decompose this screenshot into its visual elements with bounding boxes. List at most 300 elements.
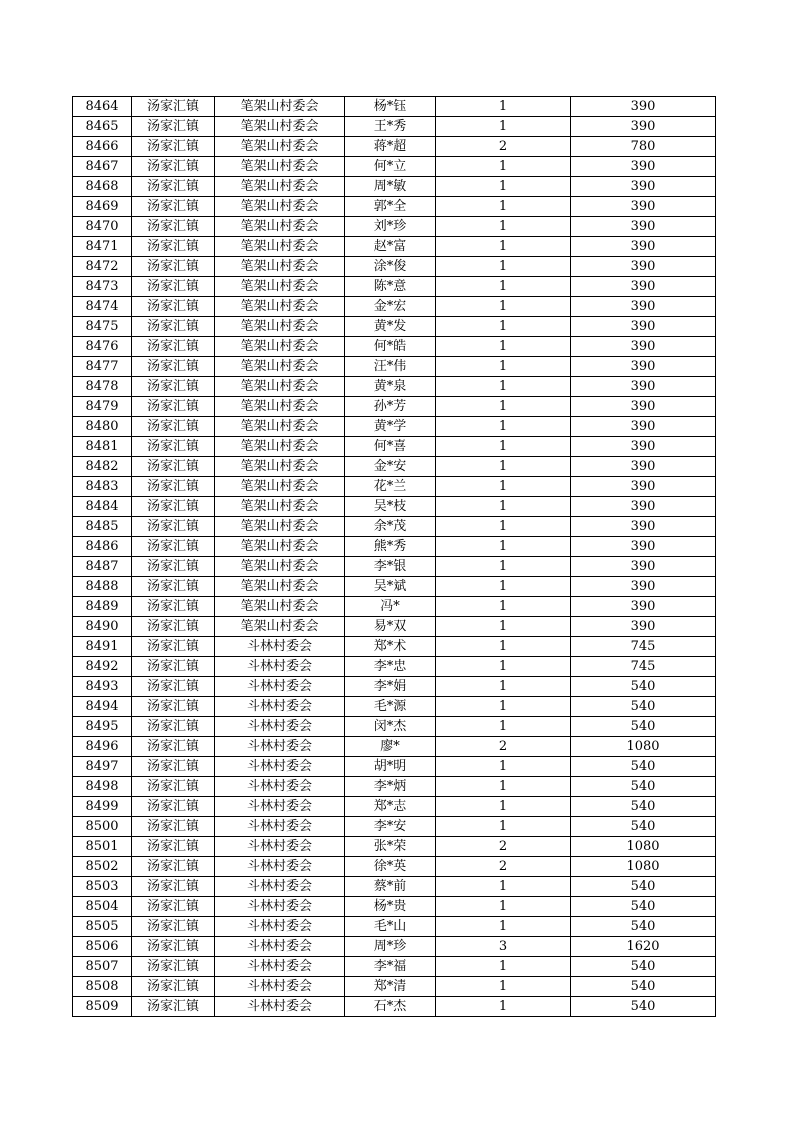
amount-cell: 1620 <box>571 937 716 957</box>
table-row <box>73 497 716 517</box>
town-cell: 汤家汇镇 <box>132 717 215 737</box>
table-row <box>73 757 716 777</box>
table-row <box>73 457 716 477</box>
town-cell: 汤家汇镇 <box>132 677 215 697</box>
count-cell: 2 <box>436 137 571 157</box>
name-cell: 石*杰 <box>345 997 436 1017</box>
name-cell: 杨*贵 <box>345 897 436 917</box>
table-row <box>73 537 716 557</box>
serial-number-cell: 8471 <box>73 237 132 257</box>
amount-cell: 390 <box>571 177 716 197</box>
table-row <box>73 897 716 917</box>
serial-number-cell: 8487 <box>73 557 132 577</box>
amount-cell: 540 <box>571 817 716 837</box>
table-row <box>73 677 716 697</box>
table-row <box>73 617 716 637</box>
town-cell: 汤家汇镇 <box>132 837 215 857</box>
serial-number-cell: 8503 <box>73 877 132 897</box>
count-cell: 1 <box>436 617 571 637</box>
village-committee-cell: 笔架山村委会 <box>215 317 345 337</box>
count-cell: 1 <box>436 777 571 797</box>
name-cell: 黄*发 <box>345 317 436 337</box>
name-cell: 黄*学 <box>345 417 436 437</box>
village-committee-cell: 笔架山村委会 <box>215 217 345 237</box>
village-committee-cell: 斗林村委会 <box>215 777 345 797</box>
table-row <box>73 937 716 957</box>
village-committee-cell: 笔架山村委会 <box>215 477 345 497</box>
town-cell: 汤家汇镇 <box>132 277 215 297</box>
table-row <box>73 237 716 257</box>
serial-number-cell: 8483 <box>73 477 132 497</box>
town-cell: 汤家汇镇 <box>132 917 215 937</box>
amount-cell: 540 <box>571 977 716 997</box>
village-committee-cell: 笔架山村委会 <box>215 277 345 297</box>
count-cell: 2 <box>436 737 571 757</box>
village-committee-cell: 斗林村委会 <box>215 757 345 777</box>
town-cell: 汤家汇镇 <box>132 397 215 417</box>
amount-cell: 540 <box>571 897 716 917</box>
table-row <box>73 417 716 437</box>
town-cell: 汤家汇镇 <box>132 697 215 717</box>
count-cell: 1 <box>436 517 571 537</box>
count-cell: 1 <box>436 257 571 277</box>
town-cell: 汤家汇镇 <box>132 197 215 217</box>
serial-number-cell: 8509 <box>73 997 132 1017</box>
count-cell: 1 <box>436 717 571 737</box>
table-row <box>73 737 716 757</box>
amount-cell: 390 <box>571 617 716 637</box>
name-cell: 花*兰 <box>345 477 436 497</box>
town-cell: 汤家汇镇 <box>132 757 215 777</box>
table-row <box>73 517 716 537</box>
name-cell: 徐*英 <box>345 857 436 877</box>
name-cell: 蒋*超 <box>345 137 436 157</box>
amount-cell: 540 <box>571 997 716 1017</box>
town-cell: 汤家汇镇 <box>132 577 215 597</box>
town-cell: 汤家汇镇 <box>132 257 215 277</box>
amount-cell: 390 <box>571 517 716 537</box>
table-row <box>73 297 716 317</box>
amount-cell: 390 <box>571 557 716 577</box>
serial-number-cell: 8467 <box>73 157 132 177</box>
name-cell: 刘*珍 <box>345 217 436 237</box>
amount-cell: 1080 <box>571 857 716 877</box>
table-row <box>73 137 716 157</box>
data-table <box>72 96 716 1017</box>
count-cell: 1 <box>436 357 571 377</box>
name-cell: 毛*山 <box>345 917 436 937</box>
count-cell: 1 <box>436 577 571 597</box>
name-cell: 廖* <box>345 737 436 757</box>
name-cell: 赵*富 <box>345 237 436 257</box>
name-cell: 王*秀 <box>345 117 436 137</box>
amount-cell: 390 <box>571 297 716 317</box>
name-cell: 李*福 <box>345 957 436 977</box>
village-committee-cell: 斗林村委会 <box>215 977 345 997</box>
name-cell: 冯* <box>345 597 436 617</box>
count-cell: 1 <box>436 897 571 917</box>
name-cell: 郑*清 <box>345 977 436 997</box>
town-cell: 汤家汇镇 <box>132 617 215 637</box>
table-row <box>73 437 716 457</box>
serial-number-cell: 8474 <box>73 297 132 317</box>
count-cell: 1 <box>436 697 571 717</box>
table-row <box>73 317 716 337</box>
table-row <box>73 177 716 197</box>
name-cell: 周*珍 <box>345 937 436 957</box>
serial-number-cell: 8470 <box>73 217 132 237</box>
count-cell: 1 <box>436 377 571 397</box>
village-committee-cell: 斗林村委会 <box>215 897 345 917</box>
serial-number-cell: 8506 <box>73 937 132 957</box>
count-cell: 1 <box>436 117 571 137</box>
count-cell: 1 <box>436 177 571 197</box>
serial-number-cell: 8469 <box>73 197 132 217</box>
village-committee-cell: 笔架山村委会 <box>215 597 345 617</box>
table-row <box>73 957 716 977</box>
serial-number-cell: 8495 <box>73 717 132 737</box>
serial-number-cell: 8477 <box>73 357 132 377</box>
name-cell: 李*银 <box>345 557 436 577</box>
town-cell: 汤家汇镇 <box>132 997 215 1017</box>
name-cell: 黄*泉 <box>345 377 436 397</box>
town-cell: 汤家汇镇 <box>132 957 215 977</box>
amount-cell: 390 <box>571 577 716 597</box>
amount-cell: 390 <box>571 237 716 257</box>
count-cell: 1 <box>436 637 571 657</box>
town-cell: 汤家汇镇 <box>132 537 215 557</box>
village-committee-cell: 笔架山村委会 <box>215 497 345 517</box>
count-cell: 2 <box>436 837 571 857</box>
village-committee-cell: 笔架山村委会 <box>215 397 345 417</box>
name-cell: 郑*志 <box>345 797 436 817</box>
serial-number-cell: 8482 <box>73 457 132 477</box>
name-cell: 闵*杰 <box>345 717 436 737</box>
name-cell: 李*忠 <box>345 657 436 677</box>
table-row <box>73 717 716 737</box>
count-cell: 1 <box>436 457 571 477</box>
table-row <box>73 817 716 837</box>
village-committee-cell: 笔架山村委会 <box>215 357 345 377</box>
count-cell: 1 <box>436 337 571 357</box>
table-row <box>73 577 716 597</box>
serial-number-cell: 8497 <box>73 757 132 777</box>
amount-cell: 745 <box>571 657 716 677</box>
serial-number-cell: 8502 <box>73 857 132 877</box>
town-cell: 汤家汇镇 <box>132 157 215 177</box>
amount-cell: 390 <box>571 357 716 377</box>
name-cell: 李*娟 <box>345 677 436 697</box>
town-cell: 汤家汇镇 <box>132 877 215 897</box>
town-cell: 汤家汇镇 <box>132 357 215 377</box>
table-row <box>73 657 716 677</box>
town-cell: 汤家汇镇 <box>132 497 215 517</box>
town-cell: 汤家汇镇 <box>132 897 215 917</box>
table-row <box>73 477 716 497</box>
town-cell: 汤家汇镇 <box>132 737 215 757</box>
count-cell: 1 <box>436 757 571 777</box>
village-committee-cell: 笔架山村委会 <box>215 437 345 457</box>
amount-cell: 540 <box>571 777 716 797</box>
serial-number-cell: 8485 <box>73 517 132 537</box>
count-cell: 1 <box>436 157 571 177</box>
serial-number-cell: 8476 <box>73 337 132 357</box>
amount-cell: 540 <box>571 877 716 897</box>
village-committee-cell: 斗林村委会 <box>215 797 345 817</box>
town-cell: 汤家汇镇 <box>132 177 215 197</box>
village-committee-cell: 斗林村委会 <box>215 637 345 657</box>
town-cell: 汤家汇镇 <box>132 637 215 657</box>
amount-cell: 390 <box>571 337 716 357</box>
amount-cell: 390 <box>571 437 716 457</box>
amount-cell: 390 <box>571 597 716 617</box>
serial-number-cell: 8505 <box>73 917 132 937</box>
count-cell: 1 <box>436 277 571 297</box>
town-cell: 汤家汇镇 <box>132 937 215 957</box>
count-cell: 1 <box>436 997 571 1017</box>
village-committee-cell: 笔架山村委会 <box>215 117 345 137</box>
table-row <box>73 797 716 817</box>
amount-cell: 390 <box>571 117 716 137</box>
village-committee-cell: 笔架山村委会 <box>215 337 345 357</box>
town-cell: 汤家汇镇 <box>132 457 215 477</box>
table-row <box>73 337 716 357</box>
table-row <box>73 857 716 877</box>
serial-number-cell: 8486 <box>73 537 132 557</box>
village-committee-cell: 笔架山村委会 <box>215 197 345 217</box>
count-cell: 2 <box>436 857 571 877</box>
table-row <box>73 197 716 217</box>
amount-cell: 390 <box>571 197 716 217</box>
amount-cell: 540 <box>571 717 716 737</box>
name-cell: 何*皓 <box>345 337 436 357</box>
serial-number-cell: 8498 <box>73 777 132 797</box>
count-cell: 1 <box>436 797 571 817</box>
count-cell: 1 <box>436 917 571 937</box>
amount-cell: 540 <box>571 797 716 817</box>
serial-number-cell: 8475 <box>73 317 132 337</box>
village-committee-cell: 斗林村委会 <box>215 677 345 697</box>
serial-number-cell: 8501 <box>73 837 132 857</box>
amount-cell: 1080 <box>571 737 716 757</box>
name-cell: 何*立 <box>345 157 436 177</box>
town-cell: 汤家汇镇 <box>132 657 215 677</box>
table-row <box>73 97 716 117</box>
serial-number-cell: 8464 <box>73 97 132 117</box>
village-committee-cell: 斗林村委会 <box>215 697 345 717</box>
amount-cell: 1080 <box>571 837 716 857</box>
amount-cell: 540 <box>571 917 716 937</box>
name-cell: 吴*斌 <box>345 577 436 597</box>
amount-cell: 390 <box>571 317 716 337</box>
amount-cell: 540 <box>571 677 716 697</box>
name-cell: 金*安 <box>345 457 436 477</box>
serial-number-cell: 8494 <box>73 697 132 717</box>
count-cell: 1 <box>436 677 571 697</box>
count-cell: 1 <box>436 297 571 317</box>
name-cell: 蔡*前 <box>345 877 436 897</box>
name-cell: 杨*钰 <box>345 97 436 117</box>
serial-number-cell: 8507 <box>73 957 132 977</box>
serial-number-cell: 8500 <box>73 817 132 837</box>
town-cell: 汤家汇镇 <box>132 377 215 397</box>
table-row <box>73 997 716 1017</box>
village-committee-cell: 笔架山村委会 <box>215 517 345 537</box>
count-cell: 1 <box>436 877 571 897</box>
serial-number-cell: 8479 <box>73 397 132 417</box>
count-cell: 1 <box>436 657 571 677</box>
name-cell: 周*敏 <box>345 177 436 197</box>
village-committee-cell: 笔架山村委会 <box>215 97 345 117</box>
amount-cell: 540 <box>571 757 716 777</box>
table-row <box>73 697 716 717</box>
town-cell: 汤家汇镇 <box>132 857 215 877</box>
amount-cell: 540 <box>571 957 716 977</box>
village-committee-cell: 斗林村委会 <box>215 657 345 677</box>
amount-cell: 745 <box>571 637 716 657</box>
name-cell: 陈*意 <box>345 277 436 297</box>
table-row <box>73 837 716 857</box>
name-cell: 涂*俊 <box>345 257 436 277</box>
town-cell: 汤家汇镇 <box>132 597 215 617</box>
serial-number-cell: 8490 <box>73 617 132 637</box>
town-cell: 汤家汇镇 <box>132 977 215 997</box>
serial-number-cell: 8489 <box>73 597 132 617</box>
village-committee-cell: 斗林村委会 <box>215 717 345 737</box>
table-row <box>73 117 716 137</box>
table-row <box>73 777 716 797</box>
town-cell: 汤家汇镇 <box>132 437 215 457</box>
town-cell: 汤家汇镇 <box>132 777 215 797</box>
name-cell: 胡*明 <box>345 757 436 777</box>
count-cell: 1 <box>436 597 571 617</box>
count-cell: 1 <box>436 957 571 977</box>
serial-number-cell: 8480 <box>73 417 132 437</box>
village-committee-cell: 斗林村委会 <box>215 937 345 957</box>
serial-number-cell: 8504 <box>73 897 132 917</box>
count-cell: 1 <box>436 477 571 497</box>
amount-cell: 390 <box>571 377 716 397</box>
town-cell: 汤家汇镇 <box>132 297 215 317</box>
serial-number-cell: 8466 <box>73 137 132 157</box>
count-cell: 1 <box>436 977 571 997</box>
table-row <box>73 377 716 397</box>
table-row <box>73 277 716 297</box>
serial-number-cell: 8468 <box>73 177 132 197</box>
table-row <box>73 217 716 237</box>
serial-number-cell: 8491 <box>73 637 132 657</box>
village-committee-cell: 斗林村委会 <box>215 857 345 877</box>
village-committee-cell: 笔架山村委会 <box>215 577 345 597</box>
town-cell: 汤家汇镇 <box>132 137 215 157</box>
amount-cell: 390 <box>571 537 716 557</box>
town-cell: 汤家汇镇 <box>132 557 215 577</box>
town-cell: 汤家汇镇 <box>132 317 215 337</box>
serial-number-cell: 8496 <box>73 737 132 757</box>
serial-number-cell: 8488 <box>73 577 132 597</box>
name-cell: 李*炳 <box>345 777 436 797</box>
name-cell: 金*宏 <box>345 297 436 317</box>
count-cell: 1 <box>436 537 571 557</box>
serial-number-cell: 8465 <box>73 117 132 137</box>
count-cell: 3 <box>436 937 571 957</box>
table-row <box>73 877 716 897</box>
count-cell: 1 <box>436 557 571 577</box>
count-cell: 1 <box>436 817 571 837</box>
town-cell: 汤家汇镇 <box>132 797 215 817</box>
amount-cell: 390 <box>571 217 716 237</box>
town-cell: 汤家汇镇 <box>132 97 215 117</box>
amount-cell: 390 <box>571 277 716 297</box>
amount-cell: 390 <box>571 397 716 417</box>
village-committee-cell: 笔架山村委会 <box>215 177 345 197</box>
serial-number-cell: 8473 <box>73 277 132 297</box>
amount-cell: 390 <box>571 417 716 437</box>
village-committee-cell: 斗林村委会 <box>215 837 345 857</box>
name-cell: 孙*芳 <box>345 397 436 417</box>
town-cell: 汤家汇镇 <box>132 817 215 837</box>
count-cell: 1 <box>436 317 571 337</box>
village-committee-cell: 斗林村委会 <box>215 737 345 757</box>
town-cell: 汤家汇镇 <box>132 237 215 257</box>
amount-cell: 390 <box>571 497 716 517</box>
village-committee-cell: 斗林村委会 <box>215 877 345 897</box>
village-committee-cell: 笔架山村委会 <box>215 137 345 157</box>
amount-cell: 390 <box>571 477 716 497</box>
amount-cell: 780 <box>571 137 716 157</box>
village-committee-cell: 斗林村委会 <box>215 957 345 977</box>
amount-cell: 390 <box>571 457 716 477</box>
name-cell: 毛*源 <box>345 697 436 717</box>
amount-cell: 540 <box>571 697 716 717</box>
village-committee-cell: 笔架山村委会 <box>215 537 345 557</box>
count-cell: 1 <box>436 397 571 417</box>
table-row <box>73 557 716 577</box>
name-cell: 余*茂 <box>345 517 436 537</box>
amount-cell: 390 <box>571 97 716 117</box>
town-cell: 汤家汇镇 <box>132 477 215 497</box>
table-row <box>73 977 716 997</box>
serial-number-cell: 8472 <box>73 257 132 277</box>
village-committee-cell: 笔架山村委会 <box>215 297 345 317</box>
name-cell: 郑*术 <box>345 637 436 657</box>
village-committee-cell: 笔架山村委会 <box>215 417 345 437</box>
table-row <box>73 357 716 377</box>
serial-number-cell: 8478 <box>73 377 132 397</box>
town-cell: 汤家汇镇 <box>132 517 215 537</box>
name-cell: 郭*全 <box>345 197 436 217</box>
town-cell: 汤家汇镇 <box>132 217 215 237</box>
count-cell: 1 <box>436 417 571 437</box>
village-committee-cell: 笔架山村委会 <box>215 377 345 397</box>
town-cell: 汤家汇镇 <box>132 337 215 357</box>
village-committee-cell: 笔架山村委会 <box>215 257 345 277</box>
table-row <box>73 157 716 177</box>
name-cell: 熊*秀 <box>345 537 436 557</box>
village-committee-cell: 笔架山村委会 <box>215 617 345 637</box>
table-body <box>73 97 716 1017</box>
name-cell: 李*安 <box>345 817 436 837</box>
table-row <box>73 397 716 417</box>
town-cell: 汤家汇镇 <box>132 417 215 437</box>
serial-number-cell: 8508 <box>73 977 132 997</box>
table-row <box>73 257 716 277</box>
count-cell: 1 <box>436 497 571 517</box>
count-cell: 1 <box>436 97 571 117</box>
serial-number-cell: 8484 <box>73 497 132 517</box>
village-committee-cell: 斗林村委会 <box>215 997 345 1017</box>
serial-number-cell: 8492 <box>73 657 132 677</box>
